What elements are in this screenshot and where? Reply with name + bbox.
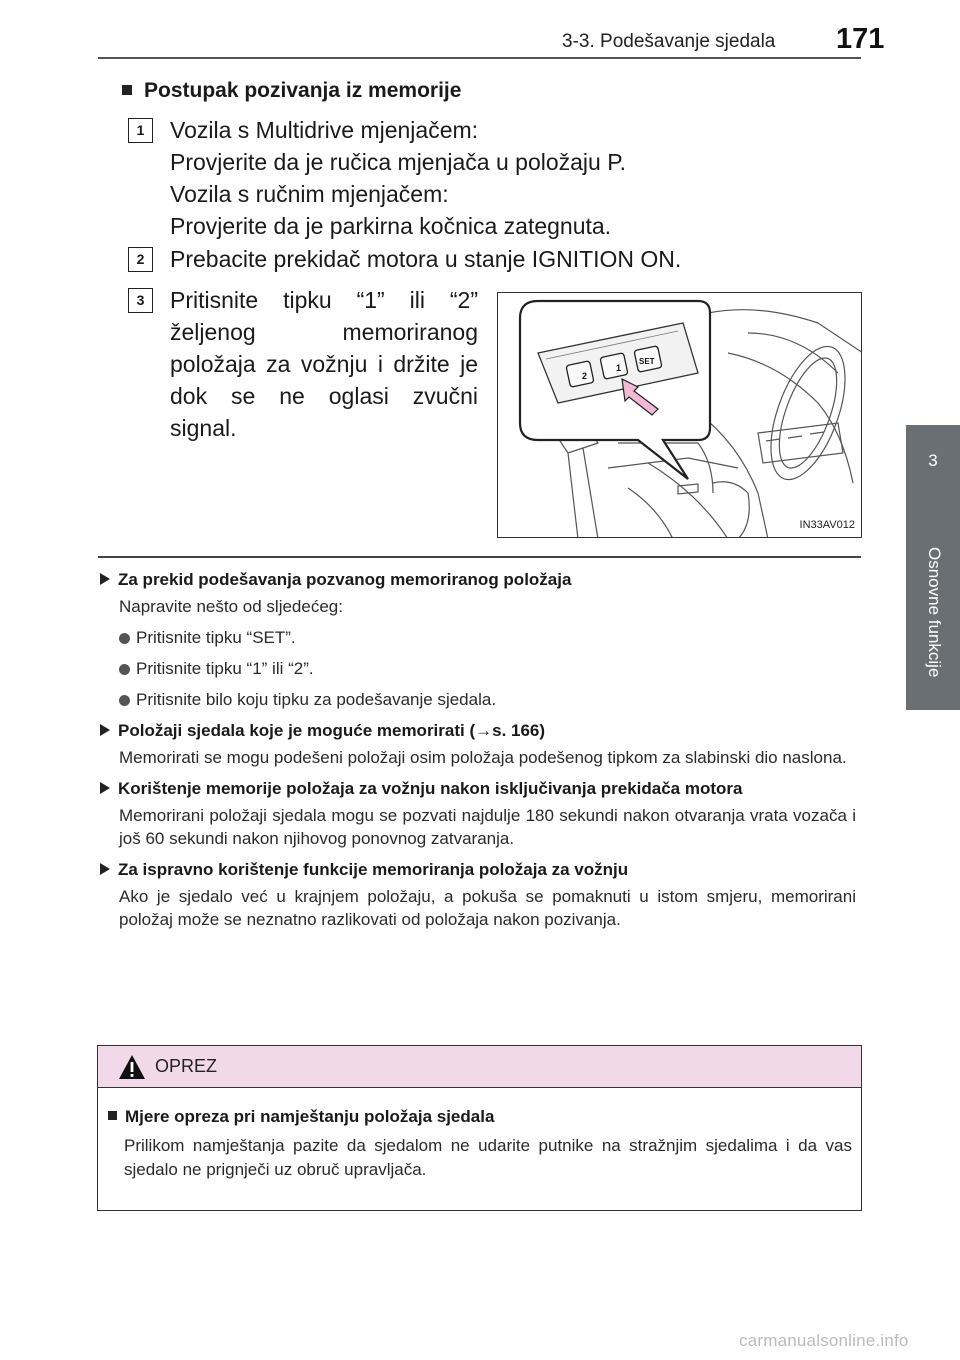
notes-section xyxy=(100,568,856,939)
caution-label: OPREZ xyxy=(155,1056,218,1076)
note-body: Ako je sjedalo već u krajnjem položaju, a pokuša se pomaknuti u istom smjeru, memorirani položaj može se neznatno razlikovati od položaja nakon pozivanja. xyxy=(119,887,856,929)
note-after-engine-off xyxy=(100,777,856,850)
triangle-bullet-icon xyxy=(100,863,110,875)
procedure-title: Postupak pozivanja iz memorije xyxy=(122,79,461,103)
note-bullet-list xyxy=(100,626,856,711)
triangle-bullet-icon xyxy=(100,573,110,585)
step-1-text: Vozila s Multidrive mjenjačem: Provjerite da je ručica mjenjača u položaju P. Vozila s ručnim mjenjačem: Provjerite da je parkirna kočnica zategnuta. xyxy=(170,117,626,239)
button-label-set: SET xyxy=(639,357,655,366)
illustration-code: IN33AV012 xyxy=(799,519,855,531)
step-number-2: 2 xyxy=(128,247,153,272)
note-body: Memorirani položaji sjedala mogu se pozvati najdulje 180 sekundi nakon otvaranja vrata vozača i još 60 sekundi nakon njihovog ponovnog zatvaranja. xyxy=(119,806,856,848)
section-title: 3-3. Podešavanje sjedala xyxy=(562,31,776,52)
button-label-2: 2 xyxy=(582,371,588,381)
caution-box xyxy=(97,1045,862,1211)
chapter-number: 3 xyxy=(928,451,938,470)
step-number-3: 3 xyxy=(128,288,153,313)
triangle-bullet-icon xyxy=(100,724,110,736)
note-title: Položaji sjedala koje je moguće memorirati (→s. 166) xyxy=(100,719,856,742)
warning-icon xyxy=(118,1054,146,1080)
note-title: Za ispravno korištenje funkcije memoriranja položaja za vožnju xyxy=(100,858,856,881)
note-memorizable-positions xyxy=(100,719,856,769)
dot-bullet-icon xyxy=(119,664,130,675)
chapter-side-tab xyxy=(906,425,960,710)
note-cancel-recall xyxy=(100,568,856,711)
header-rule xyxy=(98,57,861,59)
note-correct-usage xyxy=(100,858,856,931)
square-bullet-icon xyxy=(108,1111,117,1120)
note-body: Memorirati se mogu podešeni položaji osim položaja podešenog tipkom za slabinski dio naslona. xyxy=(119,748,847,767)
caution-body: Prilikom namještanja pazite da sjedalom ne udarite putnike na stražnjim sjedalima i da vas sjedalo ne prignječi uz obruč upravljača. xyxy=(124,1136,852,1179)
square-bullet-icon xyxy=(122,85,132,95)
step-2-text: Prebacite prekidač motora u stanje IGNITION ON. xyxy=(170,246,682,272)
page-number: 171 xyxy=(836,23,885,55)
list-item: Pritisnite tipku “SET”. xyxy=(119,626,856,649)
note-title: Korištenje memorije položaja za vožnju nakon isključivanja prekidača motora xyxy=(100,777,856,800)
caution-title: Mjere opreza pri namještanju položaja sjedala xyxy=(108,1107,848,1127)
door-panel-drawing xyxy=(498,293,862,538)
watermark: carmanualsonline.info xyxy=(739,1331,909,1350)
chapter-label: Osnovne funkcije xyxy=(925,547,944,678)
step-3-text: Pritisnite tipku “1” ili “2” željenog memoriranog položaja za vožnju i držite je dok se ne oglasi zvučni signal. xyxy=(170,287,478,441)
dot-bullet-icon xyxy=(119,695,130,706)
button-label-1: 1 xyxy=(616,363,622,373)
section-divider xyxy=(98,556,861,558)
list-item: Pritisnite tipku “1” ili “2”. xyxy=(119,657,856,680)
dot-bullet-icon xyxy=(119,633,130,644)
caution-header xyxy=(98,1046,861,1088)
triangle-bullet-icon xyxy=(100,782,110,794)
memory-buttons-illustration xyxy=(497,292,862,538)
note-body: Napravite nešto od sljedećeg: xyxy=(119,597,343,616)
step-number-1: 1 xyxy=(128,118,153,143)
note-title: Za prekid podešavanja pozvanog memoriranog položaja xyxy=(100,568,856,591)
list-item: Pritisnite bilo koju tipku za podešavanje sjedala. xyxy=(119,688,856,711)
